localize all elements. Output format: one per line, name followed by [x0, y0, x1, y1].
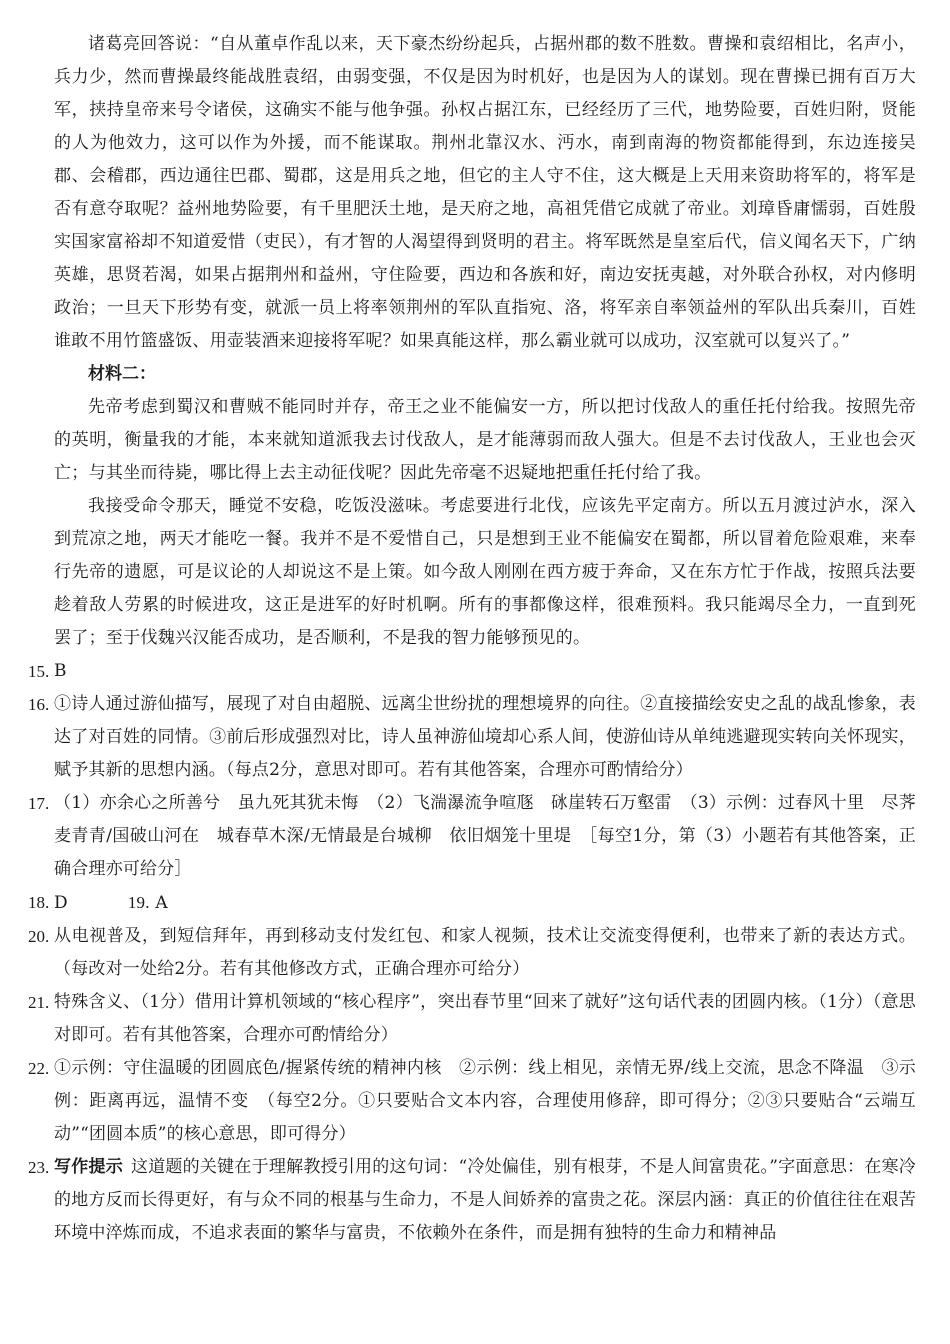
- question-number: 16.: [28, 695, 50, 714]
- answer-text: ①示例：守住温暖的团圆底色/握紧传统的精神内核 ②示例：线上相见，亲情无界/线上交流，思念不降温 ③示例：距离再远，温情不变 （每空2分。①只要贴合文本内容，合理使用修辞，即可得分；②③只要贴合“云端互动”“团圆本质”的核心意思，即可得分）: [54, 1058, 916, 1144]
- question-number: 18.: [28, 893, 50, 912]
- answer-18-text: D: [54, 893, 68, 913]
- question-number: 17.: [28, 794, 50, 813]
- writing-tip-text: 这道题的关键在于理解教授引用的这句词：“冷处偏佳，别有根芽，不是人间富贵花。”字面意思：在寒冷的地方反而长得更好，有与众不同的根基与生命力，不是人间娇养的富贵之花。深层内涵：真正的价值往往在艰苦环境中淬炼而成，不追求表面的繁华与富贵，不依赖外在条件，而是拥有独特的生命力和精神品: [54, 1157, 916, 1243]
- material-one-paragraph: 诸葛亮回答说：“自从董卓作乱以来，天下豪杰纷纷起兵，占据州郡的数不胜数。曹操和袁绍相比，名声小，兵力少，然而曹操最终能战胜袁绍，由弱变强，不仅是因为时机好，也是因为人的谋划。现在曹操已拥有百万大军，挟持皇帝来号令诸侯，这确实不能与他争强。孙权占据江东，已经经历了三代，地势险要，百姓归附，贤能的人为他效力，这可以作为外援，而不能谋取。荆州北靠汉水、沔水，南到南海的物资都能得到，东边连接吴郡、会稽郡，西边通往巴郡、蜀郡，这是用兵之地，但它的主人守不住，这大概是上天用来资助将军的，将军是否有意夺取呢？益州地势险要，有千里肥沃土地，是天府之地，高祖凭借它成就了帝业。刘璋昏庸懦弱，百姓殷实国家富裕却不知道爱惜（吏民），有才智的人渴望得到贤明的君主。将军既然是皇室后代，信义闻名天下，广纳英雄，思贤若渴，如果占据荆州和益州，守住险要，西边和各族和好，南边安抚夷越，对外联合孙权，对内修明政治；一旦天下形势有变，就派一员上将率领荆州的军队直指宛、洛，将军亲自率领益州的军队出兵秦川，百姓谁敢不用竹篮盛饭、用壶装酒来迎接将军呢？如果真能这样，那么霸业就可以成功，汉室就可以复兴了。”: [54, 34, 916, 351]
- answer-16: [28, 688, 916, 787]
- answer-text: 特殊含义、（1分）借用计算机领域的“核心程序”，突出春节里“回来了就好”这句话代表的团圆内核。（1分）（意思对即可。若有其他答案，合理亦可酌情给分）: [54, 992, 916, 1045]
- material-two-heading: 材料二：: [88, 364, 156, 384]
- answer-23: [28, 1151, 916, 1250]
- answer-22: [28, 1052, 916, 1151]
- question-number: 21.: [28, 993, 50, 1012]
- answer-18-19: [28, 886, 916, 920]
- answer-21: [28, 986, 916, 1052]
- answer-text: （1）亦余心之所善兮 虽九死其犹未悔 （2）飞湍瀑流争喧豗 砯崖转石万壑雷 （3）示例：过春风十里 尽荠麦青青/国破山河在 城春草木深/无情最是台城柳 依旧烟笼十里堤 ［每空1分，第（3）小题若有其他答案，正确合理亦可给分］: [54, 793, 916, 879]
- question-number: 15.: [28, 662, 50, 681]
- material-two-paragraph-1: 先帝考虑到蜀汉和曹贼不能同时并存，帝王之业不能偏安一方，所以把讨伐敌人的重任托付给我。按照先帝的英明，衡量我的才能，本来就知道派我去讨伐敌人，是才能薄弱而敌人强大。但是不去讨伐敌人，王业也会灭亡；与其坐而待毙，哪比得上去主动征伐呢？因此先帝毫不迟疑地把重任托付给了我。: [54, 397, 916, 483]
- question-number: 20.: [28, 927, 50, 946]
- question-19-number: 19.: [127, 893, 150, 912]
- answer-15: [28, 655, 916, 688]
- answer-text: [54, 1151, 916, 1250]
- answer-17: [28, 787, 916, 886]
- answer-text-pair: [54, 886, 916, 920]
- answer-text: B: [54, 661, 67, 681]
- answer-text: ①诗人通过游仙描写，展现了对自由超脱、远离尘世纷扰的理想境界的向往。②直接描绘安史之乱的战乱惨象，表达了对百姓的同情。③前后形成强烈对比，诗人虽神游仙境却心系人间，使游仙诗从单纯逃避现实转向关怀现实，赋予其新的思想内涵。（每点2分，意思对即可。若有其他答案，合理亦可酌情给分）: [54, 694, 916, 780]
- question-number: 22.: [28, 1059, 50, 1078]
- answer-19-text: A: [155, 893, 168, 913]
- answer-text: 从电视普及，到短信拜年，再到移动支付发红包、和家人视频，技术让交流变得便利，也带来了新的表达方式。（每改对一处给2分。若有其他修改方式，正确合理亦可给分）: [54, 926, 916, 979]
- material-two-paragraph-2: 我接受命令那天，睡觉不安稳，吃饭没滋味。考虑要进行北伐，应该先平定南方。所以五月渡过泸水，深入到荒凉之地，两天才能吃一餐。我并不是不爱惜自己，只是想到王业不能偏安在蜀都，所以冒着危险艰难，来奉行先帝的遗愿，可是议论的人却说这不是上策。如今敌人刚刚在西方疲于奔命，又在东方忙于作战，按照兵法要趁着敌人劳累的时候进攻，这正是进军的好时机啊。所有的事都像这样，很难预料。我只能竭尽全力，一直到死罢了；至于伐魏兴汉能否成功，是否顺利，不是我的智力能够预见的。: [54, 496, 916, 648]
- question-number: 23.: [28, 1158, 50, 1177]
- answer-20: [28, 920, 916, 986]
- writing-tip-label: 写作提示: [54, 1157, 123, 1177]
